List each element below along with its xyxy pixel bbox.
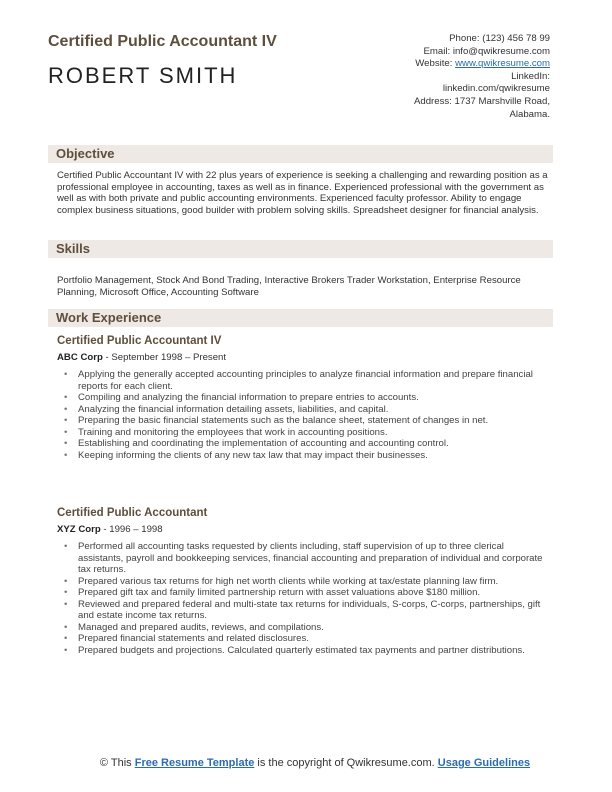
company-name: ABC Corp <box>57 352 103 363</box>
job-dates: - September 1998 – Present <box>102 352 227 363</box>
linkedin-value: linkedin.com/qwikresume <box>442 83 550 95</box>
list-item: • Prepared budgets and projections. Calculated quarterly estimated tax payments and partner distributions. <box>62 645 550 657</box>
phone-label: Phone: <box>449 33 480 44</box>
footer-copyright <box>80 757 550 770</box>
list-item: • Managed and prepared audits, reviews, and compilations. <box>62 622 550 634</box>
list-item: • Prepared financial statements and related disclosures. <box>62 633 550 645</box>
objective-text: Certified Public Accountant IV with 22 plus years of experience is seeking a challenging and rewarding position as a professional employee in accounting, taxes as well as in finance. Experienced professional with the government as well as with both private and public accounting environments. Experienced faculty professor. Ability to engage complex business situations, good builder with problem solving skills. Spreadsheet designer for financial analysis. <box>57 170 548 217</box>
footer-prefix: © This <box>99 757 135 769</box>
header-job-title: Certified Public Accountant IV <box>48 33 277 50</box>
job-company-line <box>57 524 163 535</box>
contact-website <box>290 58 550 71</box>
contact-phone <box>290 33 550 46</box>
list-item: • Prepared various tax returns for high net worth clients while working at tax/estate planning law firm. <box>62 576 550 588</box>
contact-address <box>290 96 550 109</box>
contact-block <box>290 33 550 121</box>
list-item: • Reviewed and prepared federal and multi-state tax returns for individuals, S-corps, C-corps, partnerships, gift and estate income tax returns. <box>62 599 550 622</box>
job-bullets <box>62 369 550 461</box>
section-objective-heading: Objective <box>48 145 553 163</box>
job-company-line <box>57 352 226 363</box>
job-dates: - 1996 – 1998 <box>100 524 163 535</box>
skills-text: Portfolio Management, Stock And Bond Trading, Interactive Brokers Trader Workstation, Enterprise Resource Planning, Microsoft Office, Accounting Software <box>57 275 521 298</box>
job-title: Certified Public Accountant <box>57 507 208 519</box>
list-item: • Prepared gift tax and family limited partnership return with asset valuations above $180 million. <box>62 587 550 599</box>
free-resume-template-link[interactable]: Free Resume Template <box>134 757 255 769</box>
list-item: • Preparing the basic financial statements such as the balance sheet, statement of changes in net. <box>62 415 550 427</box>
section-skills-heading: Skills <box>48 240 553 258</box>
list-item: • Establishing and coordinating the implementation of accounting and accounting control. <box>62 438 550 450</box>
contact-email <box>290 46 550 59</box>
website-label: Website: <box>415 58 453 70</box>
email-value: info@qwikresume.com <box>452 45 550 57</box>
candidate-name: ROBERT SMITH <box>48 63 238 88</box>
website-link[interactable]: www.qwikresume.com <box>455 58 550 70</box>
address-line1: 1737 Marshville Road, <box>454 95 550 107</box>
footer-middle: is the copyright of Qwikresume.com. <box>254 757 438 769</box>
phone-value: (123) 456 78 99 <box>482 33 550 44</box>
address-line2: Alabama. <box>509 108 550 120</box>
email-label: Email: <box>423 45 451 57</box>
job-bullets <box>62 541 550 656</box>
section-experience-heading: Work Experience <box>48 309 553 327</box>
address-label: Address: <box>413 95 452 107</box>
list-item: • Training and monitoring the employees that work in accounting positions. <box>62 427 550 439</box>
linkedin-label: LinkedIn: <box>511 70 550 82</box>
list-item: • Analyzing the financial information detailing assets, liabilities, and capital. <box>62 404 550 416</box>
company-name: XYZ Corp <box>57 524 101 535</box>
job-title: Certified Public Accountant IV <box>57 335 222 347</box>
list-item: • Performed all accounting tasks requested by clients including, staff supervision of up to three clerical assistants, payroll and bookkeeping services, financial accounting and preparation of individual and corporate tax returns. <box>62 541 550 576</box>
list-item: • Applying the generally accepted accounting principles to analyze financial information and prepare financial reports for each client. <box>62 369 550 392</box>
list-item: • Compiling and analyzing the financial information to prepare entries to accounts. <box>62 392 550 404</box>
list-item: • Keeping informing the clients of any new tax law that may impact their businesses. <box>62 450 550 462</box>
usage-guidelines-link[interactable]: Usage Guidelines <box>437 757 531 769</box>
